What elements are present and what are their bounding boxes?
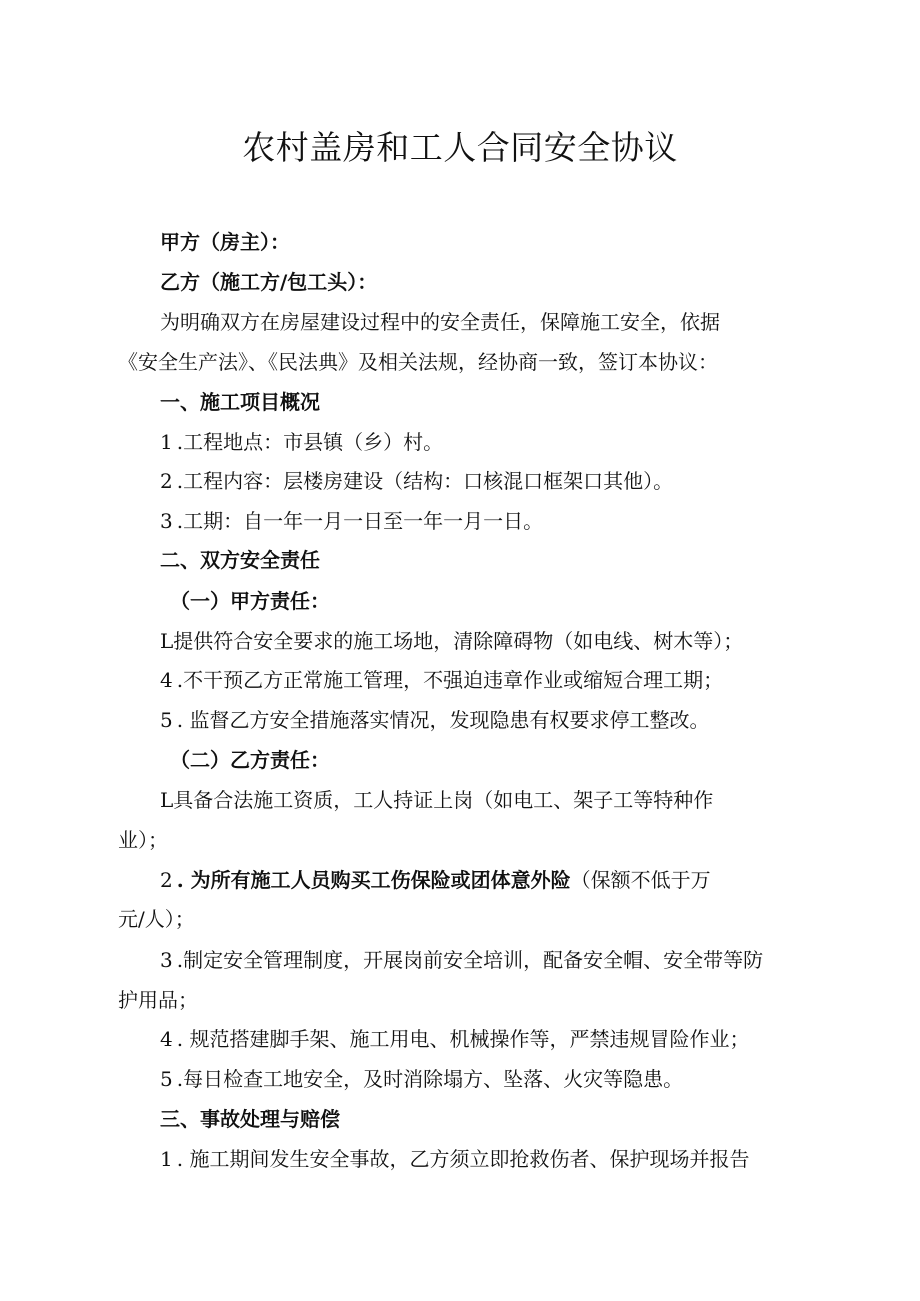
section-2b-item-3-line-2: 护用品； [118, 988, 198, 1012]
item-number: 3 [160, 509, 173, 533]
item-number: 2 [160, 469, 173, 493]
section-2-heading: 二、双方安全责任 [160, 548, 320, 572]
document-title: 农村盖房和工人合同安全协议 [242, 128, 678, 167]
section-2b-item-1-line-2: 业）； [118, 828, 168, 852]
intro-paragraph-line-2: 《安全生产法》、《民法典》及相关法规，经协商一致，签订本协议： [118, 350, 718, 374]
section-1-heading: 一、施工项目概况 [160, 390, 320, 414]
item-number: 1 [160, 430, 173, 454]
item-text: .不干预乙方正常施工管理，不强迫违章作业或缩短合理工期； [176, 668, 724, 692]
section-2b-item-2-line-2: 元/人）； [118, 907, 195, 931]
section-1-item-3 [160, 507, 543, 535]
item-text: . 施工期间发生安全事故，乙方须立即抢救伤者、保护现场并报告 [176, 1147, 750, 1171]
item-text: .工程地点：市县镇（乡）村。 [176, 430, 444, 454]
section-2b-item-2-line-1 [160, 866, 711, 894]
section-2a-item-4 [160, 666, 723, 694]
item-text: . 监督乙方安全措施落实情况，发现隐患有权要求停工整改。 [176, 708, 710, 732]
item-number: 5 [160, 1067, 173, 1091]
section-2b-item-3-line-1 [160, 946, 763, 974]
item-text: .工期：自一年一月一日至一年一月一日。 [176, 509, 544, 533]
item-text: （保额不低于万 [570, 868, 711, 892]
section-2b-heading: （二）乙方责任： [170, 748, 330, 772]
section-2b-item-4 [160, 1025, 749, 1053]
item-text: .制定安全管理制度，开展岗前安全培训，配备安全帽、安全带等防 [176, 948, 764, 972]
section-2b-item-5 [160, 1065, 683, 1093]
section-3-item-1 [160, 1145, 749, 1173]
intro-paragraph-line-1: 为明确双方在房屋建设过程中的安全责任，保障施工安全，依据 [160, 310, 720, 334]
section-1-item-2 [160, 467, 673, 495]
section-2b-item-1-line-1: L具备合法施工资质，工人持证上岗（如电工、架子工等特种作 [160, 788, 714, 812]
item-number: 3 [160, 948, 173, 972]
party-b-label: 乙方（施工方/包工头）： [160, 270, 378, 294]
party-a-label: 甲方（房主）： [160, 230, 290, 254]
item-number: 4 [160, 1027, 173, 1051]
section-1-item-1 [160, 428, 443, 456]
item-text: .每日检查工地安全，及时消除塌方、坠落、火灾等隐患。 [176, 1067, 684, 1091]
item-text: . 规范搭建脚手架、施工用电、机械操作等，严禁违规冒险作业； [176, 1027, 750, 1051]
item-emphasis-text: . 为所有施工人员购买工伤保险或团体意外险 [176, 868, 571, 892]
section-2a-item-5 [160, 706, 709, 734]
section-2a-heading: （一）甲方责任： [170, 589, 330, 613]
item-number: 2 [160, 868, 173, 892]
item-number: 1 [160, 1147, 173, 1171]
section-3-heading: 三、事故处理与赔偿 [160, 1107, 340, 1131]
item-text: .工程内容：层楼房建设（结构：口核混口框架口其他）。 [176, 469, 674, 493]
item-number: 5 [160, 708, 173, 732]
item-number: 4 [160, 668, 173, 692]
section-2a-item-1: L提供符合安全要求的施工场地，清除障碍物（如电线、树木等）； [160, 629, 744, 653]
